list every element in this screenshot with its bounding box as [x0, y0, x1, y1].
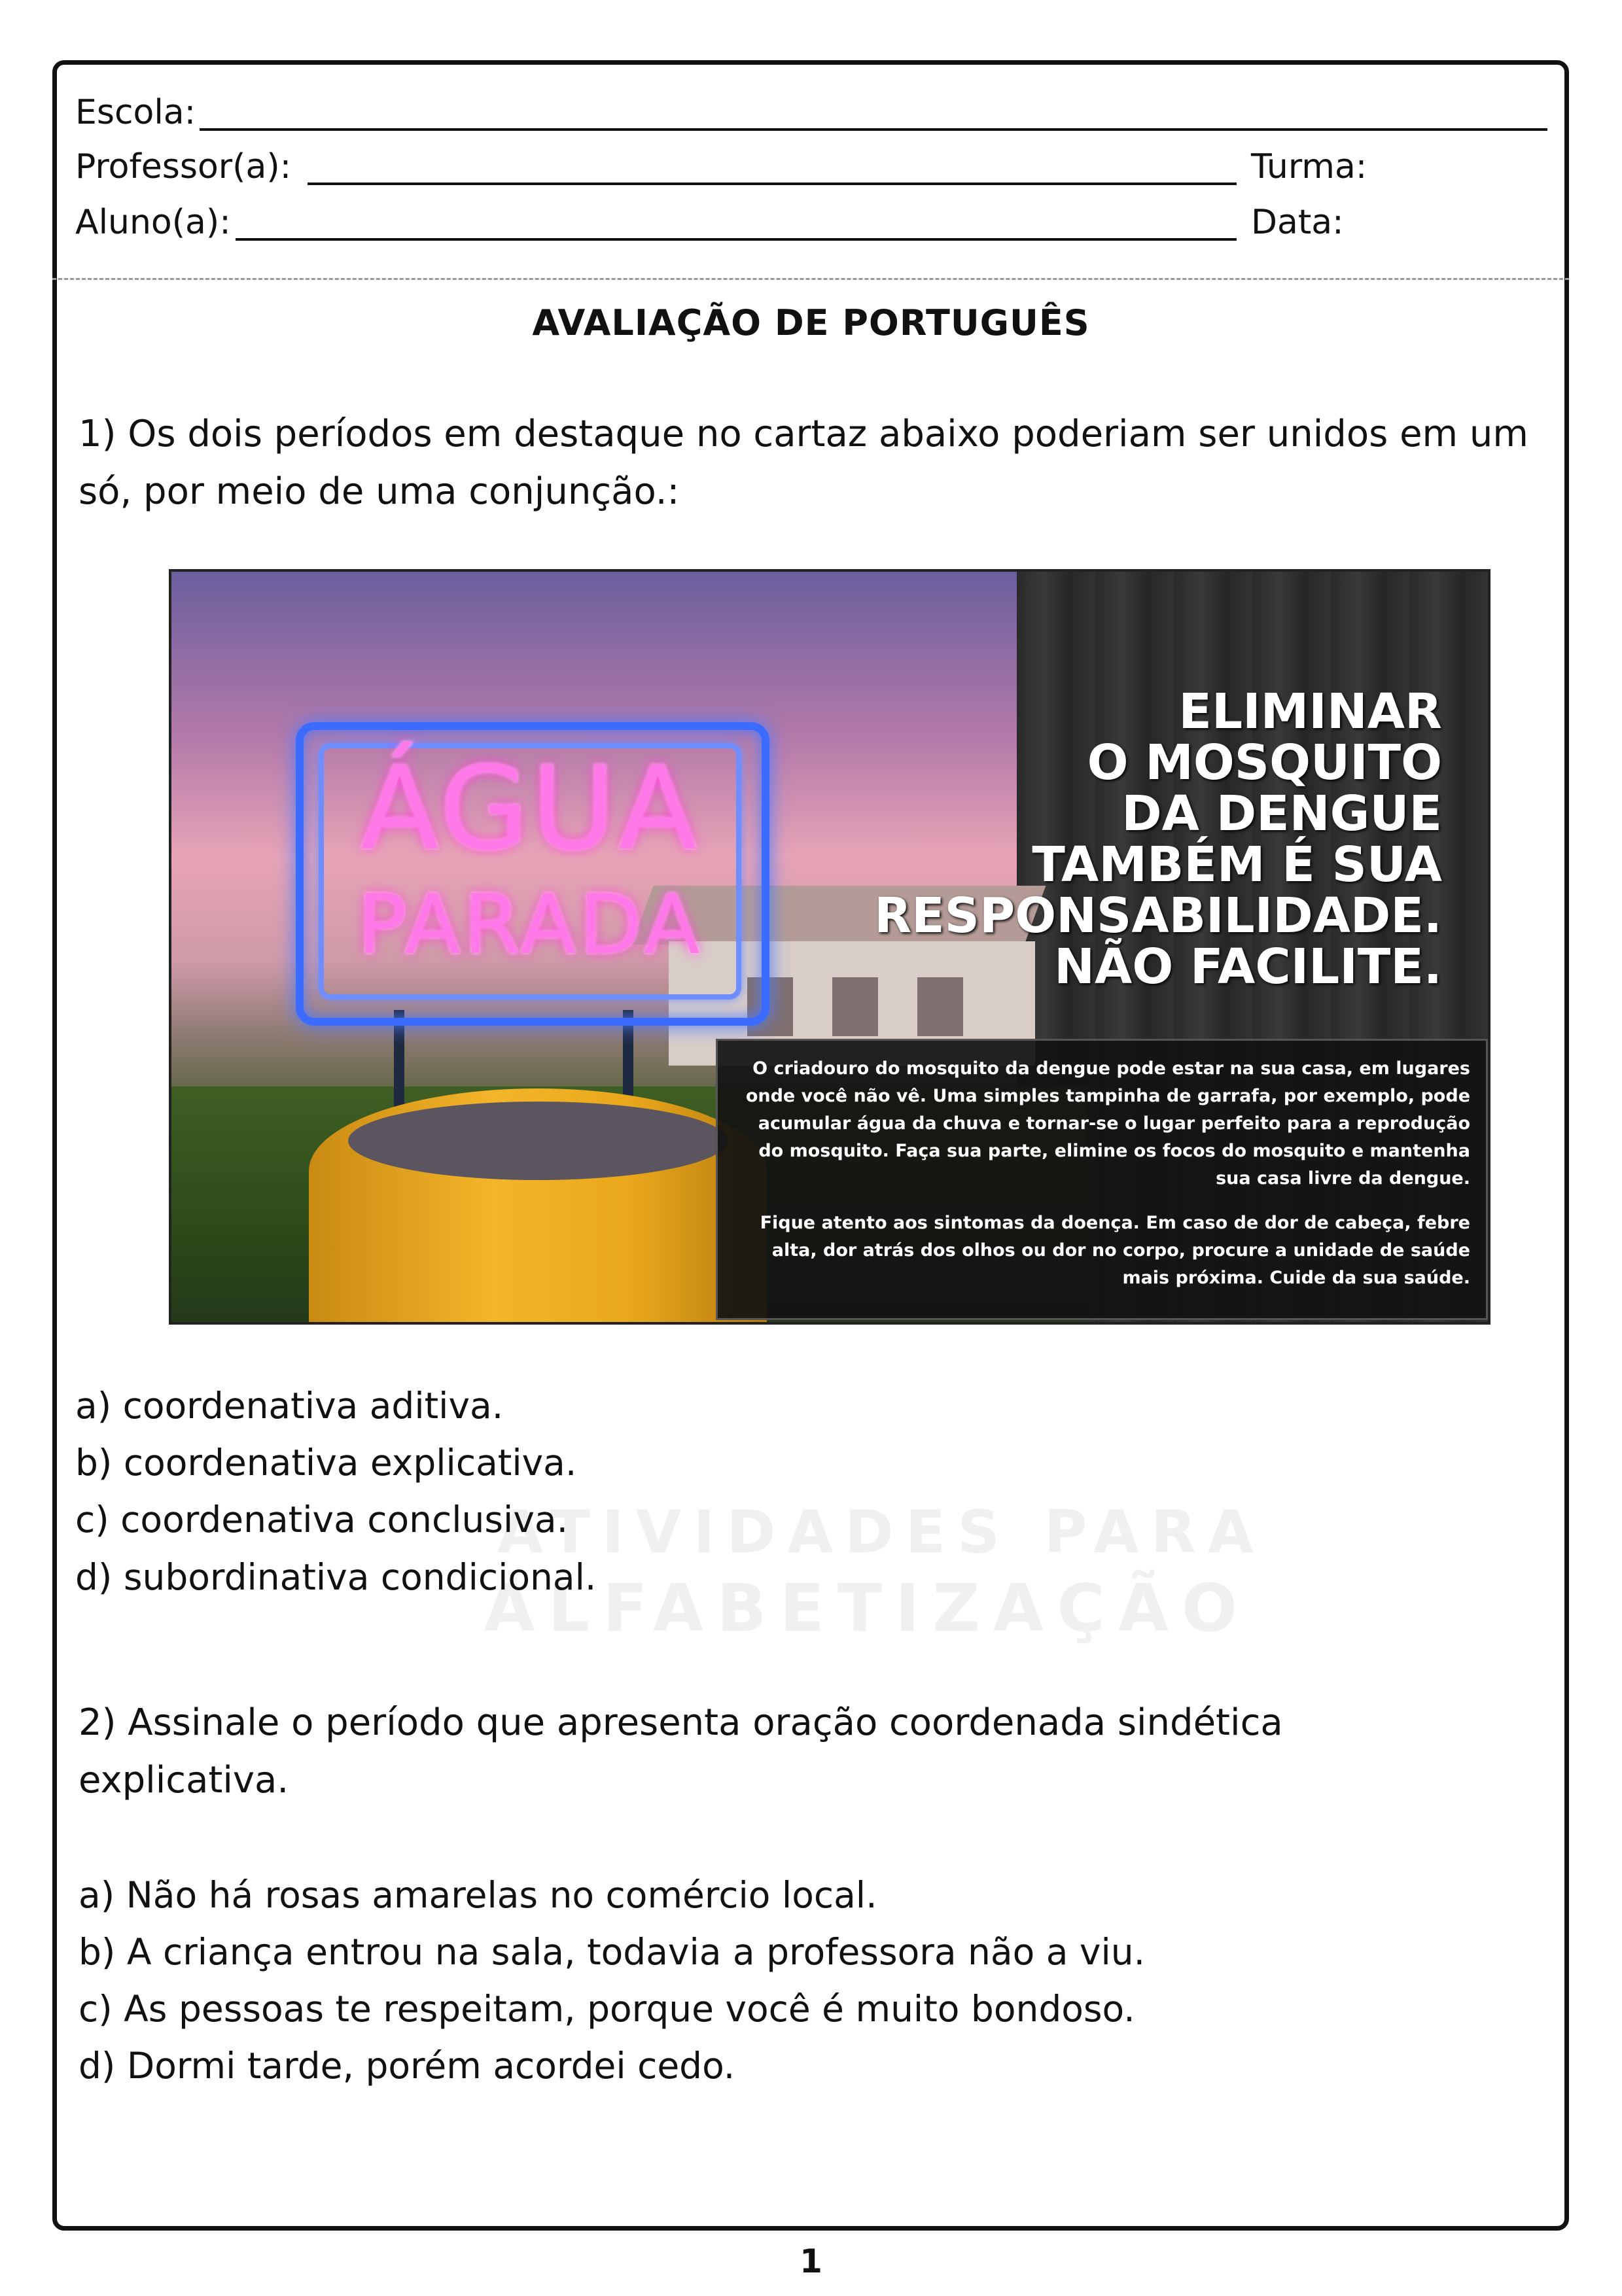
- question-2-option-c[interactable]: c) As pessoas te respeitam, porque você é muito bondoso.: [79, 1988, 1135, 2030]
- header-divider: [52, 278, 1569, 280]
- headline-line: TAMBÉM É SUA: [1032, 837, 1442, 893]
- headline-line: DA DENGUE: [1121, 786, 1442, 842]
- question-1-text: 1) Os dois períodos em destaque no cartaz abaixo poderiam ser unidos em um só, por meio de uma conjunção.:: [79, 413, 1528, 513]
- headline-line: NÃO FACILITE.: [1054, 939, 1442, 995]
- school-field-line[interactable]: [200, 128, 1547, 131]
- poster-info-box: [716, 1039, 1488, 1320]
- question-1-option-d[interactable]: d) subordinativa condicional.: [75, 1556, 597, 1598]
- neon-sign-line2: PARADA: [357, 877, 703, 973]
- teacher-label: Professor(a):: [75, 147, 292, 186]
- bucket-water: [348, 1102, 728, 1180]
- question-1-option-c[interactable]: c) coordenativa conclusiva.: [75, 1499, 569, 1540]
- question-1-option-a[interactable]: a) coordenativa aditiva.: [75, 1385, 504, 1427]
- school-label: Escola:: [75, 93, 196, 132]
- student-field-line[interactable]: [236, 238, 1237, 241]
- question-2-text: 2) Assinale o período que apresenta oração coordenada sindética explicativa.: [79, 1701, 1283, 1801]
- page-number: 1: [800, 2242, 822, 2280]
- question-2-option-b[interactable]: b) A criança entrou na sala, todavia a professora não a viu.: [79, 1931, 1146, 1973]
- poster-headline: [788, 684, 1442, 995]
- watermark-line2: ALFABETIZAÇÃO: [484, 1570, 1250, 1646]
- class-label: Turma:: [1251, 147, 1367, 186]
- headline-line: O MOSQUITO: [1087, 735, 1442, 791]
- neon-sign-line1: ÁGUA: [360, 742, 700, 876]
- page-title: AVALIAÇÃO DE PORTUGUÊS: [532, 302, 1090, 343]
- headline-line: RESPONSABILIDADE.: [874, 888, 1442, 944]
- date-label: Data:: [1251, 203, 1344, 242]
- poster-paragraph-1: O criadouro do mosquito da dengue pode estar na sua casa, em lugares onde você não vê. Uma simples tampinha de garrafa, por exemplo, pode acumular água da chuva e tornar-se o lugar perfeito para a reprodução do mosquito. Faça sua parte, elimine os focos do mosquito e mantenha sua casa livre da dengue.: [745, 1058, 1470, 1189]
- question-2-option-a[interactable]: a) Não há rosas amarelas no comércio local.: [79, 1874, 877, 1916]
- headline-line: ELIMINAR: [1178, 684, 1442, 740]
- question-1-option-b[interactable]: b) coordenativa explicativa.: [75, 1442, 577, 1484]
- dengue-poster: [169, 569, 1490, 1325]
- watermark-line1: ATIVIDADES PARA: [497, 1498, 1265, 1567]
- student-label: Aluno(a):: [75, 203, 231, 242]
- poster-paragraph-2: Fique atento aos sintomas da doença. Em caso de dor de cabeça, febre alta, dor atrás dos olhos ou dor no corpo, procure a unidade de saúde mais próxima. Cuide da sua saúde.: [760, 1213, 1470, 1288]
- teacher-field-line[interactable]: [308, 183, 1237, 185]
- question-2-option-d[interactable]: d) Dormi tarde, porém acordei cedo.: [79, 2045, 735, 2087]
